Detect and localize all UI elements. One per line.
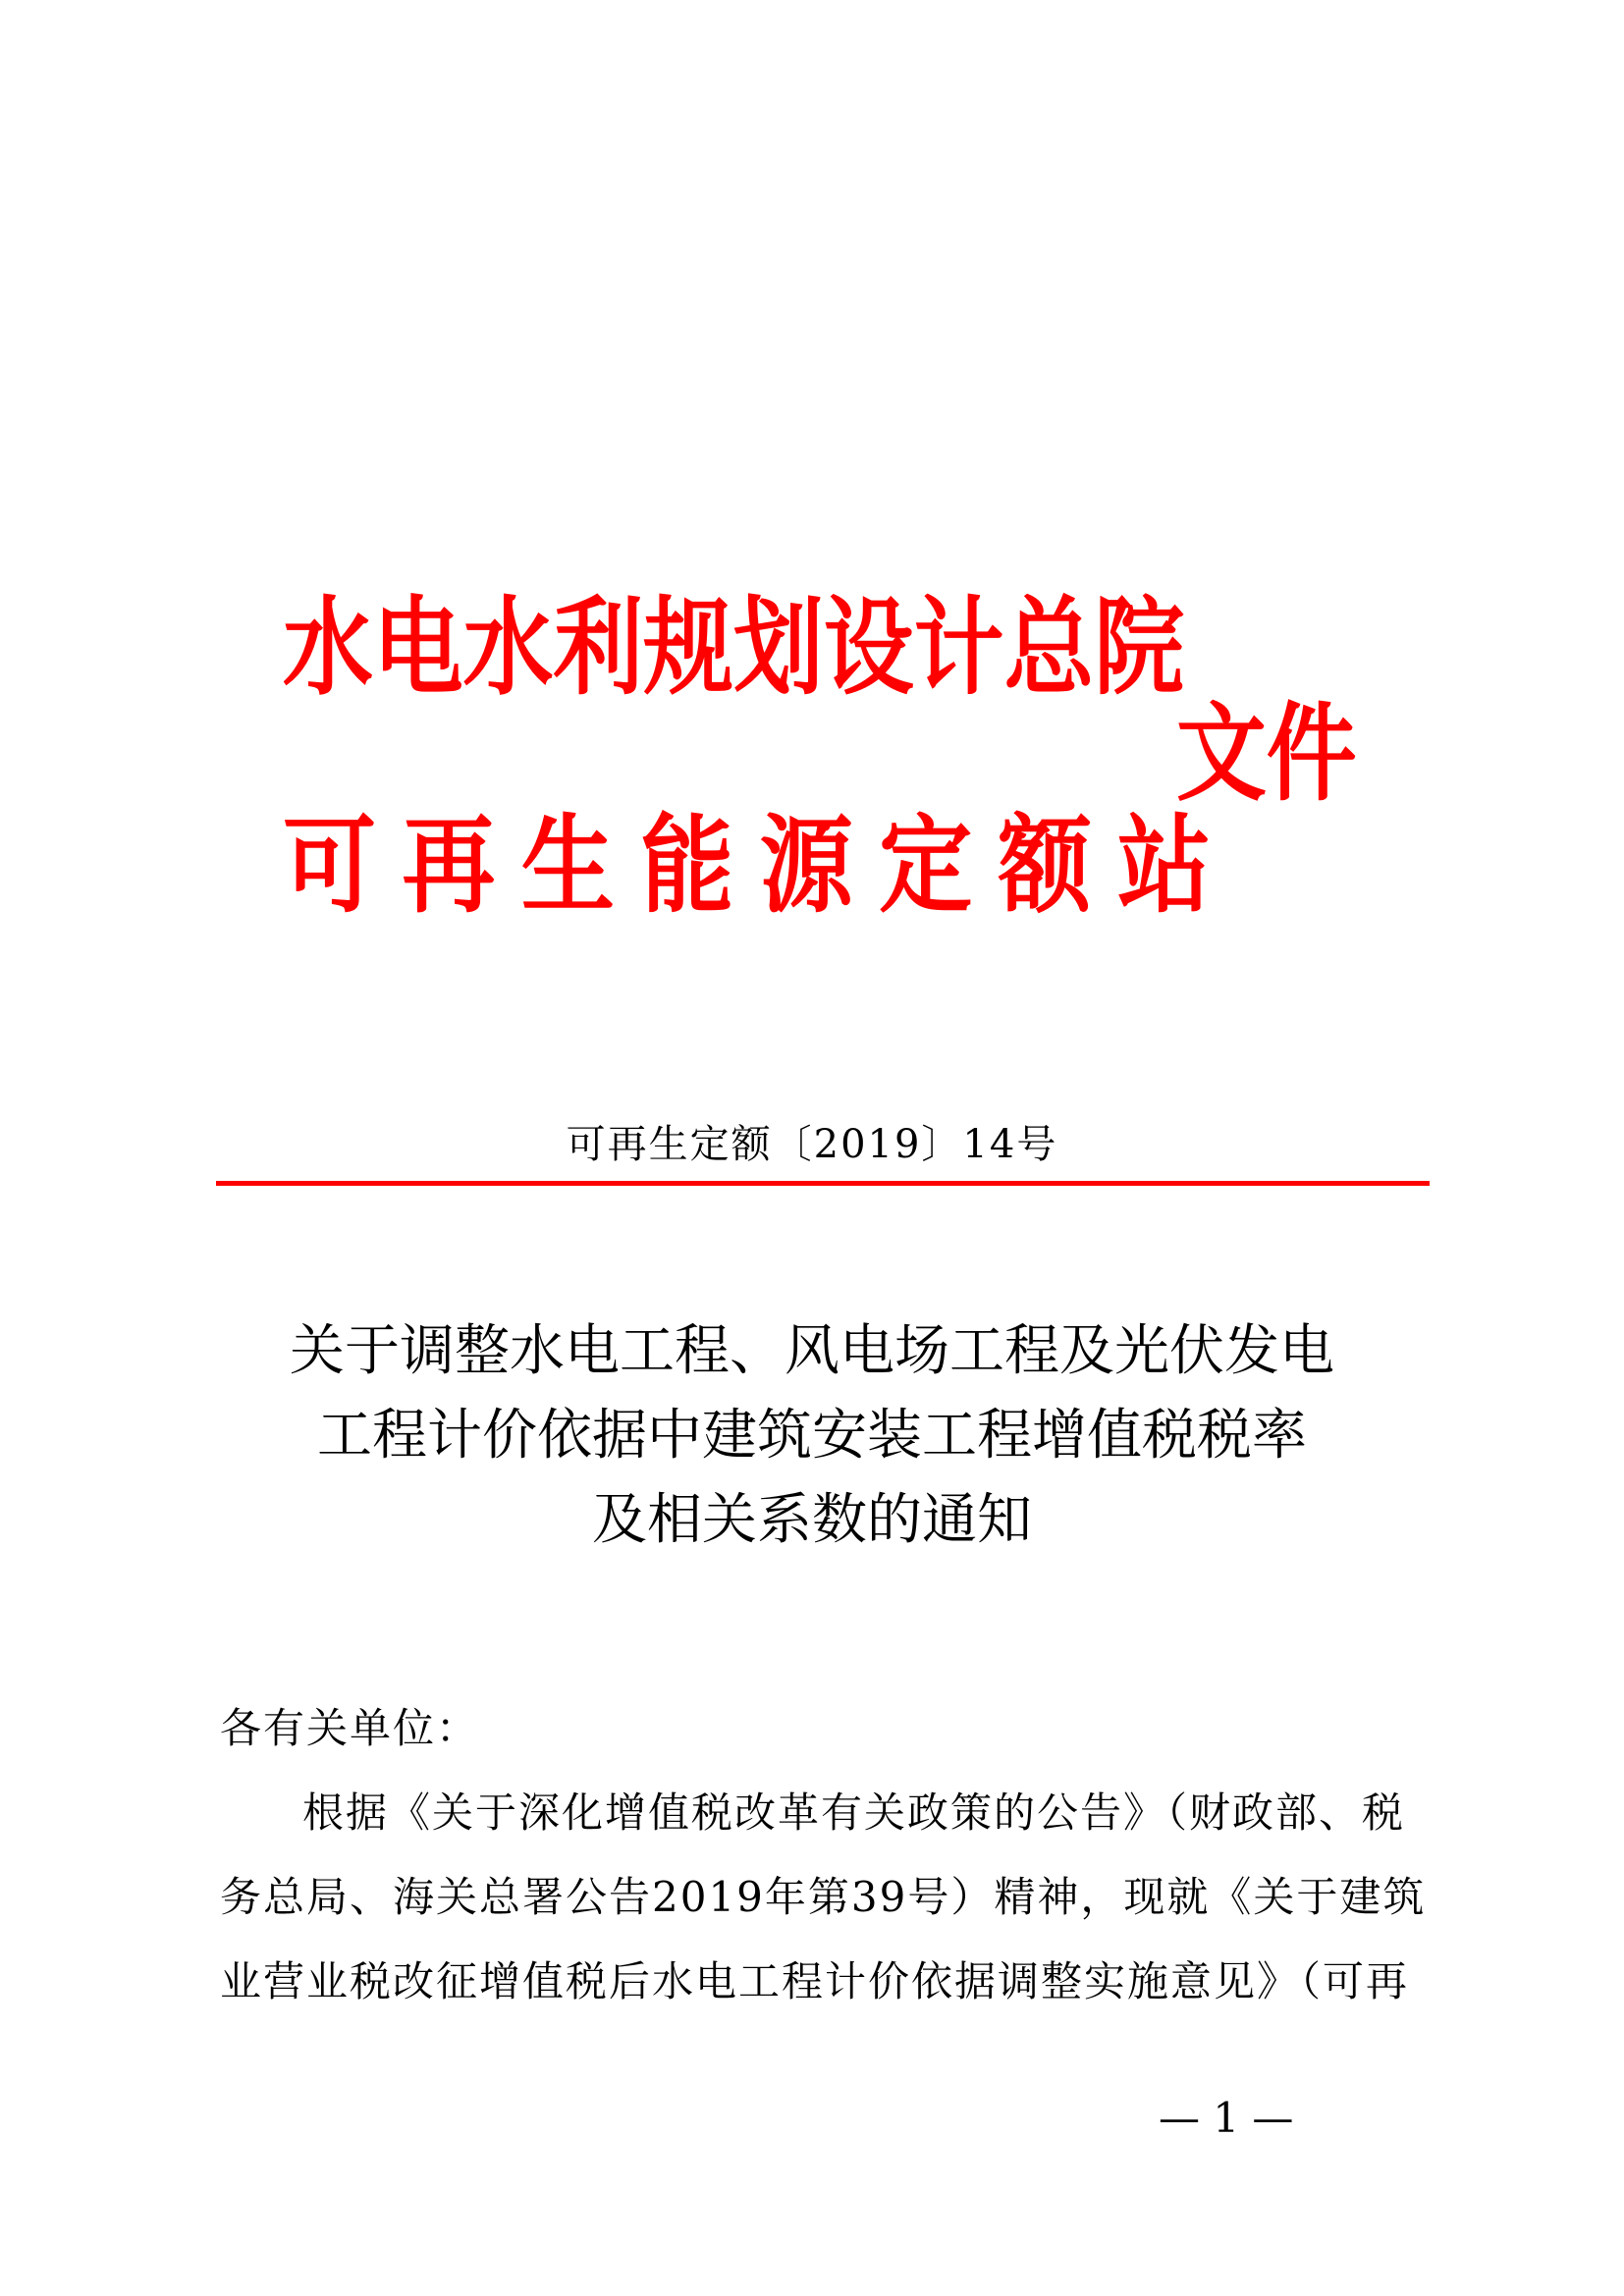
notice-title-line-2: 工程计价依据中建筑安装工程增值税税率 xyxy=(317,1404,1307,1468)
salutation: 各有关单位： xyxy=(220,1704,480,1752)
document-word: 文件 xyxy=(1176,693,1357,816)
notice-title xyxy=(0,1309,1624,1563)
document-number: 可再生定额〔2019〕14号 xyxy=(566,1122,1058,1167)
body-line-2: 务总局、海关总署公告2019年第39号）精神，现就《关于建筑 xyxy=(220,1873,1427,1921)
notice-title-line-3: 及相关系数的通知 xyxy=(592,1488,1032,1552)
notice-title-line-1: 关于调整水电工程、风电场工程及光伏发电 xyxy=(290,1319,1334,1383)
body-line-1: 根据《关于深化增值税改革有关政策的公告》（财政部、税 xyxy=(302,1789,1406,1837)
body-line-3: 业营业税改征增值税后水电工程计价依据调整实施意见》（可再 xyxy=(220,1957,1410,2005)
red-divider-line xyxy=(216,1181,1430,1186)
page-number: — 1 — xyxy=(1159,2094,1294,2142)
issuer-name-line-1: 水电水利规划设计总院 xyxy=(283,587,1185,710)
issuer-name-line-2: 可再生能源定额站 xyxy=(283,805,1237,928)
